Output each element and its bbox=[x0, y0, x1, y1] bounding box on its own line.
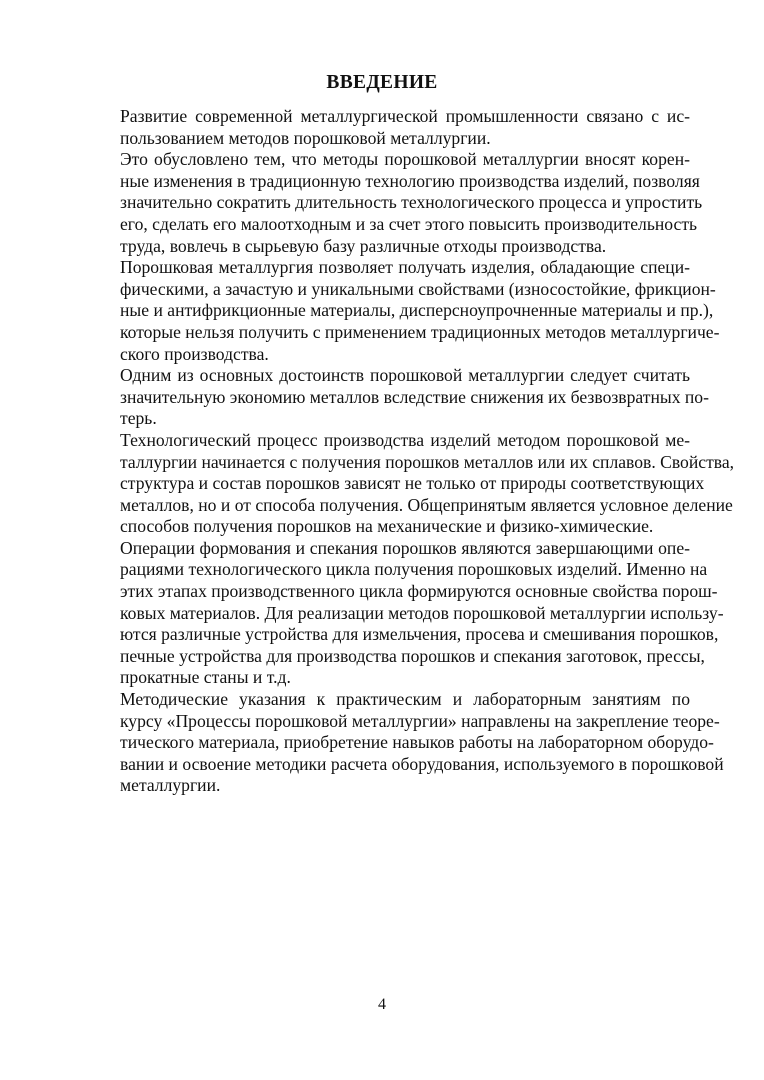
text-line: значительно сократить длительность технологического процесса и упростить bbox=[120, 192, 703, 213]
document-body bbox=[86, 106, 735, 797]
text-line: Технологический процесс производства изделий методом порошковой ме- bbox=[120, 429, 690, 450]
text-line: способов получения порошков на механические и физико-химические. bbox=[120, 516, 654, 537]
text-line: Операции формования и спекания порошков являются завершающими опе- bbox=[120, 537, 690, 558]
page-title: ВВЕДЕНИЕ bbox=[326, 72, 438, 93]
text-line: металлов, но и от способа получения. Общепринятым является условное деление bbox=[120, 494, 733, 515]
text-line: ные и антифрикционные материалы, дисперсноупрочненные материалы и пр.), bbox=[120, 300, 714, 321]
text-line: труда, вовлечь в сырьевую базу различные отходы производства. bbox=[120, 235, 607, 256]
text-line: структура и состав порошков зависят не только от природы соответствующих bbox=[120, 473, 705, 494]
body-paragraph bbox=[86, 365, 709, 430]
text-line: металлургии. bbox=[120, 775, 221, 796]
text-line: Одним из основных достоинств порошковой металлургии следует считать bbox=[120, 365, 690, 386]
text-line: Развитие современной металлургической промышленности связано с ис- bbox=[120, 106, 690, 126]
text-line: терь. bbox=[120, 408, 157, 429]
text-line: которые нельзя получить с применением традиционных методов металлургиче- bbox=[120, 321, 720, 342]
text-line: фическими, а зачастую и уникальными свойствами (износостойкие, фрикцион- bbox=[120, 278, 716, 299]
text-line: его, сделать его малоотходным и за счет этого повысить производительность bbox=[120, 213, 698, 234]
text-line: прокатные станы и т.д. bbox=[120, 667, 291, 688]
text-line: рациями технологического цикла получения порошковых изделий. Именно на bbox=[120, 559, 708, 580]
body-paragraph bbox=[86, 106, 690, 149]
text-line: ются различные устройства для измельчения, просева и смешивания порошков, bbox=[120, 624, 719, 645]
text-line: печные устройства для производства порошков и спекания заготовок, прессы, bbox=[120, 645, 705, 666]
text-line: ные изменения в традиционную технологию производства изделий, позволяя bbox=[120, 170, 700, 191]
text-line: Это обусловлено тем, что методы порошковой металлургии вносят корен- bbox=[120, 149, 690, 170]
body-paragraph bbox=[86, 429, 735, 538]
body-paragraph bbox=[86, 257, 720, 365]
text-line: этих этапах производственного цикла формируются основные свойства порош- bbox=[120, 581, 718, 602]
text-line: курсу «Процессы порошковой металлургии» направлены на закрепление теоре- bbox=[120, 710, 720, 731]
text-line: ковых материалов. Для реализации методов порошковой металлургии использу- bbox=[120, 602, 724, 623]
body-paragraph bbox=[86, 149, 703, 257]
body-paragraph bbox=[86, 537, 724, 689]
text-line: вании и освоение методики расчета оборудования, используемого в порошковой bbox=[120, 753, 724, 774]
text-line: пользованием методов порошковой металлургии. bbox=[120, 127, 491, 148]
text-line: тического материала, приобретение навыков работы на лабораторном оборудо- bbox=[120, 732, 714, 753]
page-number: 4 bbox=[378, 996, 386, 1013]
text-line: значительную экономию металлов вследствие снижения их безвозвратных по- bbox=[120, 386, 709, 407]
text-line: Порошковая металлургия позволяет получать изделия, обладающие специ- bbox=[120, 257, 690, 278]
text-line: таллургии начинается с получения порошков металлов или их сплавов. Свойства, bbox=[120, 451, 735, 472]
text-line: ского производства. bbox=[120, 343, 269, 364]
text-line: Методические указания к практическим и лабораторным занятиям по bbox=[120, 689, 690, 710]
body-paragraph bbox=[86, 689, 724, 797]
